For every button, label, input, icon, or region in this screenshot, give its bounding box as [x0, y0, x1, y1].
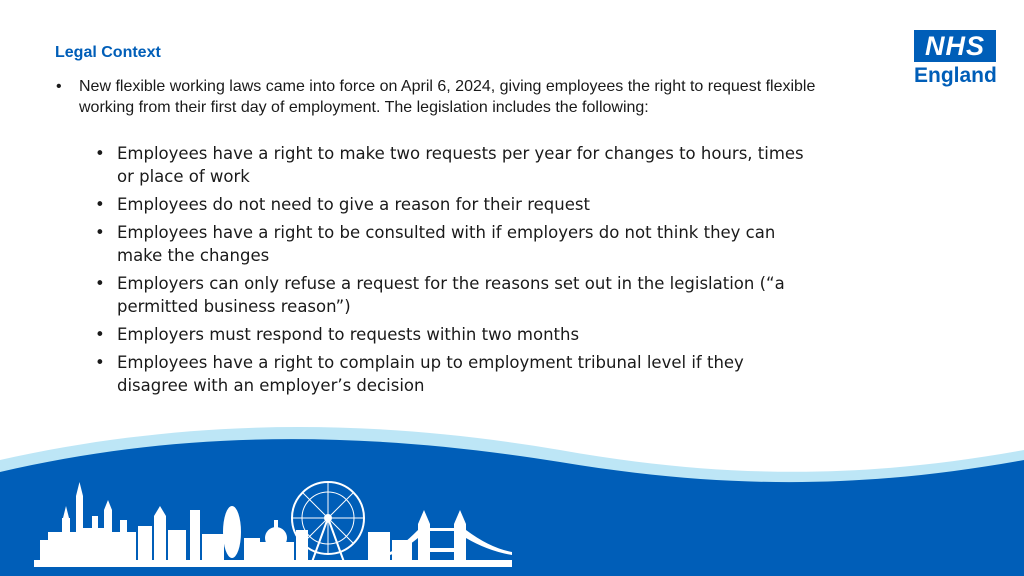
- list-item: • Employees have a right to make two requests per year for changes to hours, times or place of work: [95, 144, 804, 186]
- nhs-england-logo: [914, 30, 996, 88]
- list-item: • Employees do not need to give a reason for their request: [95, 195, 590, 214]
- intro-bullet: [56, 76, 816, 118]
- footer-wave: [0, 420, 1024, 576]
- nhs-logo-subtitle: England: [914, 64, 997, 87]
- bullet-icon: •: [95, 274, 105, 293]
- list-item: • Employers must respond to requests within two months: [95, 325, 580, 344]
- list-item: • Employers can only refuse a request for the reasons set out in the legislation (“a permitted business reason”): [95, 274, 785, 316]
- legislation-points: [95, 142, 805, 402]
- bullet-icon: •: [56, 78, 62, 95]
- bullet-icon: •: [95, 144, 105, 163]
- list-item: • Employees have a right to complain up to employment tribunal level if they disagree with an employer’s decision: [95, 353, 744, 395]
- list-item: • Employees have a right to be consulted with if employers do not think they can make the changes: [95, 223, 776, 265]
- wave-main-blue: [0, 439, 1024, 576]
- bullet-icon: •: [95, 223, 105, 242]
- nhs-logo-box: NHS: [914, 30, 996, 62]
- bullet-icon: •: [95, 353, 105, 372]
- bullet-icon: •: [95, 195, 105, 214]
- intro-text: New flexible working laws came into force on April 6, 2024, giving employees the right to request flexible working from their first day of employment. The legislation includes the following:: [79, 78, 816, 116]
- bullet-icon: •: [95, 325, 105, 344]
- slide-heading: Legal Context: [55, 44, 161, 61]
